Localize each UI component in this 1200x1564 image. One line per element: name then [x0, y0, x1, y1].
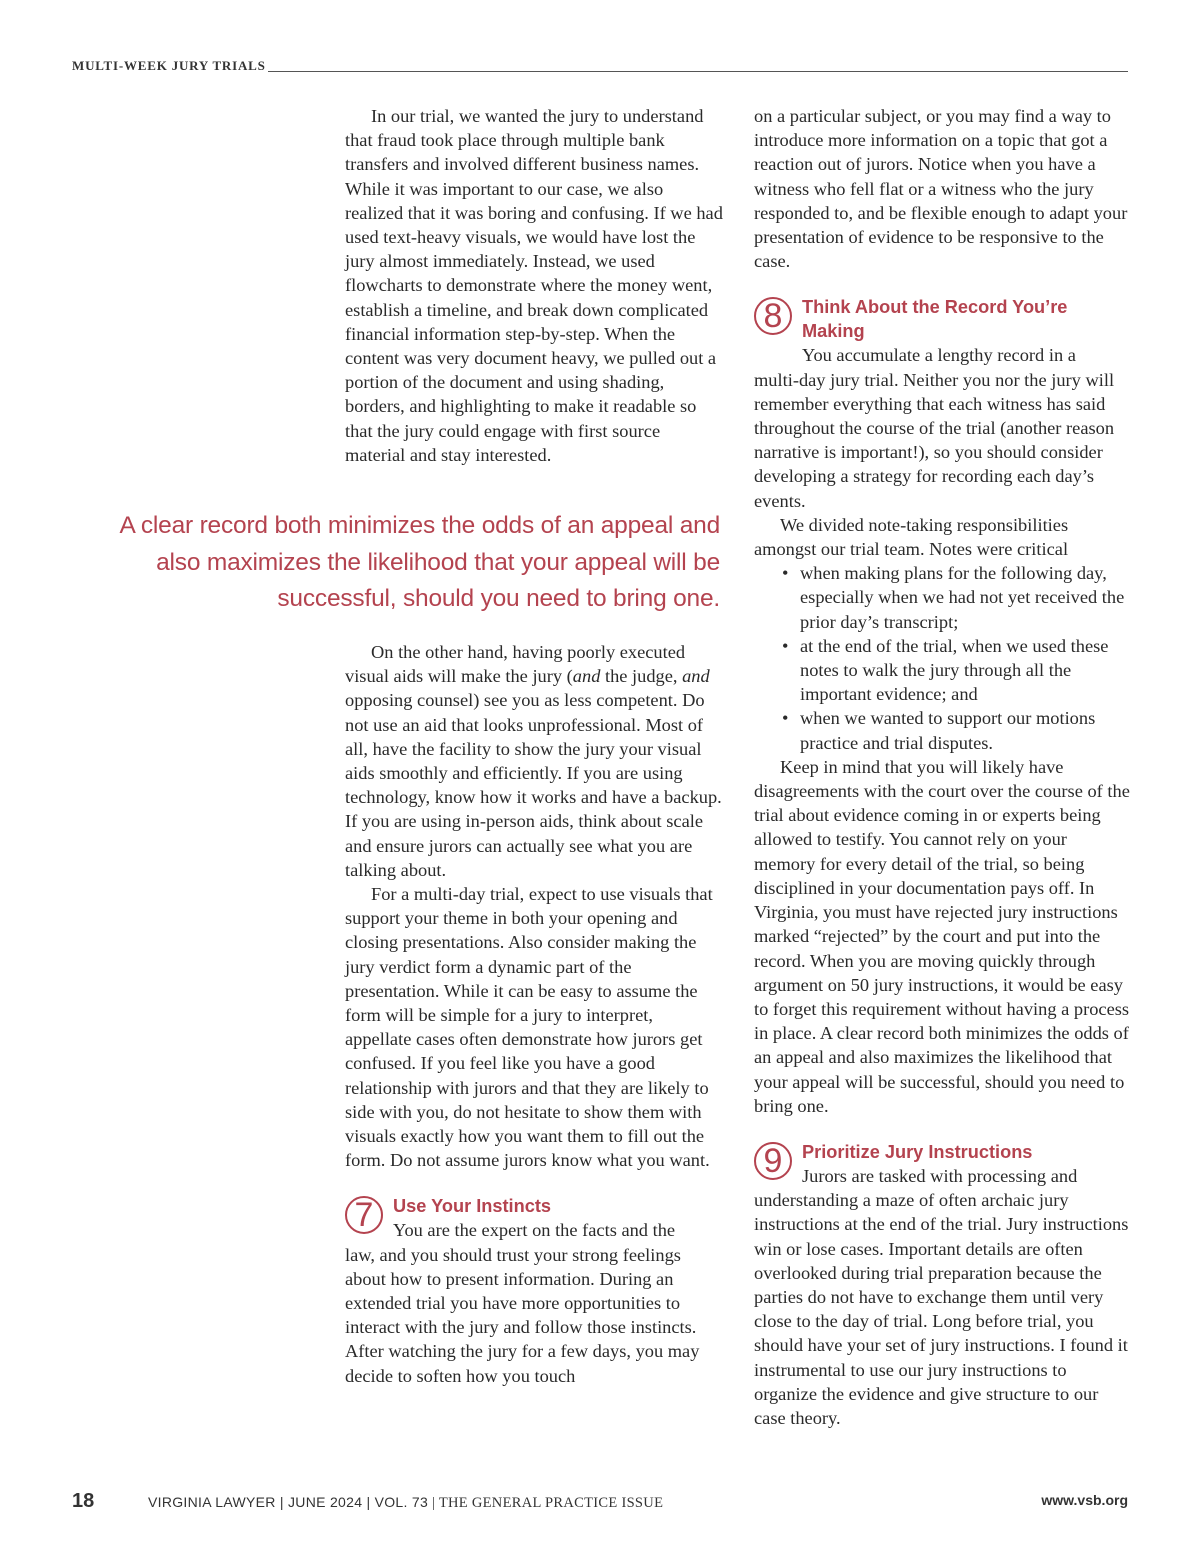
left-column-bottom — [345, 640, 723, 1388]
header-rule — [268, 71, 1128, 72]
running-header — [72, 58, 1128, 74]
section-number-badge: 8 — [754, 297, 792, 335]
section-8 — [754, 295, 1130, 367]
list-item: • when we wanted to support our motions practice and trial disputes. — [754, 706, 1130, 754]
section-number-badge: 7 — [345, 1196, 383, 1234]
text-run: On the other hand, having poorly executed visual aids will make the jury ( — [345, 642, 686, 687]
pull-quote: A clear record both minimizes the odds of an appeal and also maximizes the likelihood that your appeal will be successful, should you need to bring one. — [119, 512, 720, 612]
publication-line — [148, 1494, 663, 1512]
section-9 — [754, 1140, 1130, 1188]
paragraph-flowcharts: In our trial, we wanted the jury to understand that fraud took place through multiple bank transfers and involved different business names. While it was important to our case, we also realized that it was boring and confusing. If we had used text-heavy visuals, we would have lost the jury almost immediately. Instead, we used flowcharts to demonstrate where the money went, establish a timeline, and break down complicated financial information step-by-step. When the content was very document heavy, we pulled out a portion of the document and using shading, borders, and highlighting to make it readable so that the jury could engage with first source material and stay interested. — [345, 106, 723, 465]
page-number: 18 — [72, 1490, 95, 1512]
paragraph-multi-day-visuals: For a multi-day trial, expect to use visuals that support your theme in both your opening and closing presentations. Also consider making the jury verdict form a dynamic part of the presentation. While it can be easy to assume the form will be simple for a jury to interpret, appellate cases often demonstrate how jurors get confused. If you feel like you have a good relationship with jurors and that they are likely to side with you, do not hesitate to show them with visuals exactly how you want them to fill out the form. Do not assume jurors know what you want. — [345, 884, 713, 1171]
section-number-badge: 9 — [754, 1142, 792, 1180]
issue-name: | THE GENERAL PRACTICE ISSUE — [428, 1495, 664, 1511]
running-title: MULTI-WEEK JURY TRIALS — [72, 58, 266, 73]
list-item: • at the end of the trial, when we used these notes to walk the jury through all the important evidence; and — [754, 634, 1130, 707]
section-9-body: understanding a maze of often archaic jury instructions at the end of the trial. Jury instructions win or lose cases. Important details are often overlooked during trial preparation because the parties do not have to exchange them until very close to the day of trial. Long before trial, you should have your set of jury instructions. I found it instrumental to use our jury instructions to organize the evidence and give structure to our case theory. — [754, 1190, 1129, 1428]
list-item: • when making plans for the following day, especially when we had not yet received the prior day’s transcript; — [754, 561, 1130, 634]
section-first-line: Jurors are tasked with processing and — [802, 1165, 1078, 1186]
section-first-line: You are the expert on the facts and the — [393, 1220, 676, 1241]
publication-name: VIRGINIA LAWYER | JUNE 2024 | VOL. 73 — [148, 1494, 429, 1510]
paragraph-continuation: on a particular subject, or you may find a way to introduce more information on a topic that got a reaction out of jurors. Notice when you have a witness who fell flat or a witness who the jury responded to, and be flexible enough to adapt your presentation of evidence to be responsive to the case. — [754, 106, 1128, 272]
section-first-line: You accumulate a lengthy record in a — [802, 345, 1076, 366]
paragraph-clear-record: Keep in mind that you will likely have disagreements with the court over the course of the trial about evidence coming in or experts being allowed to testify. You cannot rely on your memory for every detail of the trial, so being disciplined in your documentation pays off. In Virginia, you must have rejected jury instructions marked “rejected” by the court and put into the record. When you are moving quickly through argument on 50 jury instructions, it would be easy to forget this requirement without having a process in place. A clear record both minimizes the odds of an appeal and also maximizes the likelihood that your appeal will be successful, should you need to bring one. — [754, 756, 1130, 1116]
paragraph-note-taking: We divided note-taking responsibilities amongst our trial team. Notes were critical — [754, 514, 1069, 560]
right-column — [754, 104, 1130, 1430]
page-footer — [72, 1490, 1128, 1520]
left-column-top — [345, 104, 723, 467]
paragraph-poor-visual-aids — [345, 640, 723, 882]
section-8-body: multi-day jury trial. Neither you nor the jury will remember everything that each witness has said throughout the course of the trial (another reason narrative is important!), so you should consider developing a strategy for recording each day’s events. — [754, 369, 1115, 511]
emphasis-and: and — [572, 666, 601, 687]
section-title: Prioritize Jury Instructions — [802, 1141, 1033, 1162]
bullet-list — [754, 561, 1130, 755]
emphasis-and: and — [682, 666, 710, 687]
section-title: Think About the Record You’re Making — [802, 297, 1068, 342]
text-run: the judge, — [600, 666, 683, 687]
section-title: Use Your Instincts — [393, 1196, 552, 1217]
section-7 — [345, 1194, 723, 1242]
text-run: opposing counsel) see you as less competent. Do not use an aid that looks unprofessional. Most of all, have the facility to show the jury your visual aids smoothly and efficiently. If you are using technology, know how it works and have a backup. If you are using in-person aids, think about scale and ensure jurors can actually see what you are talking about. — [345, 690, 722, 880]
website-link[interactable]: www.vsb.org — [1041, 1492, 1128, 1508]
section-7-body: law, and you should trust your strong feelings about how to present information. During an extended trial you have more opportunities to interact with the jury and follow those instincts. After watching the jury for a few days, you may decide to soften how you touch — [345, 1244, 700, 1386]
